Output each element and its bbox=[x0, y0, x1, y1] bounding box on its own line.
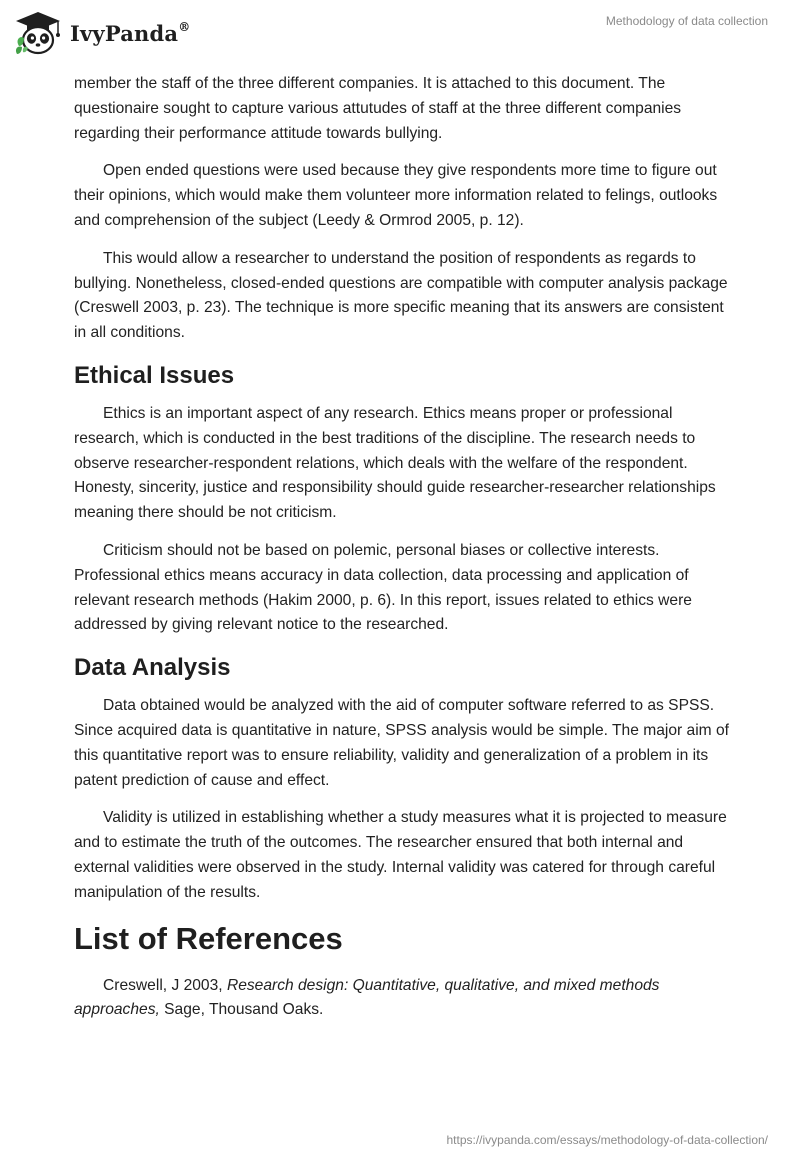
paragraph-intro-2: Open ended questions were used because they give respondents more time to figure out their opinions, which would make them volunteer more information related to felings, outlooks and comprehension of the subject (Leedy & Ormrod 2005, p. 12). bbox=[74, 162, 718, 229]
registered-mark: ® bbox=[178, 19, 191, 34]
paragraph-analysis-1: Data obtained would be analyzed with the aid of computer software referred to as SPSS. Since acquired data is quantitative in nature, SPSS analysis would be simple. The major aim of this quantitative report was to ensure reliability, validity and generalization of a problem in its patent prediction of cause and effect. bbox=[74, 697, 729, 789]
reference-author: Creswell, J 2003, bbox=[103, 976, 227, 994]
ivypanda-logo[interactable] bbox=[14, 8, 204, 58]
page-header bbox=[0, 0, 800, 70]
footer-url-link[interactable]: https://ivypanda.com/essays/methodology-of-data-collection/ bbox=[446, 1133, 768, 1147]
panda-graduation-cap-icon bbox=[14, 10, 62, 56]
reference-item bbox=[74, 974, 730, 1024]
reference-title: Research design: Quantitative, qualitative, and mixed methods approaches, bbox=[74, 976, 660, 1019]
paragraph-ethical-1: Ethics is an important aspect of any research. Ethics means proper or professional research, which is conducted in the best traditions of the discipline. The research needs to observe researcher-respondent relations, which deals with the welfare of the respondent. Honesty, sincerity, justice and responsibility should guide researcher-researcher relationships meaning there should be not criticism. bbox=[74, 404, 716, 522]
article-body bbox=[74, 72, 730, 1036]
heading-data-analysis: Data Analysis bbox=[74, 654, 231, 682]
paragraph-intro-3: This would allow a researcher to understand the position of respondents as regards to bullying. Nonetheless, closed-ended questions are compatible with computer analysis package (Creswell 2003, p. 23). The technique is more specific meaning that its answers are consistent in all conditions. bbox=[74, 249, 728, 342]
heading-ethical-issues: Ethical Issues bbox=[74, 361, 235, 389]
paragraph-analysis-2: Validity is utilized in establishing whether a study measures what it is projected to measure and to estimate the truth of the outcomes. The researcher ensured that both internal and external validities were observed in the study. Internal validity was catered for through careful manipulation of the results. bbox=[74, 809, 727, 901]
reference-publisher: Sage, Thousand Oaks. bbox=[159, 1001, 324, 1019]
paragraph-ethical-2: Criticism should not be based on polemic, personal biases or collective interests. Professional ethics means accuracy in data collection, data processing and application of relevant research methods (Hakim 2000, p. 6). In this report, issues related to ethics were addressed by giving relevant notice to the researched. bbox=[74, 541, 692, 634]
heading-list-of-references: List of References bbox=[74, 920, 343, 956]
brand-label: IvyPanda bbox=[70, 20, 179, 46]
brand-name bbox=[70, 21, 190, 46]
document-title: Methodology of data collection bbox=[605, 14, 768, 28]
paragraph-intro-1: member the staff of the three different companies. It is attached to this document. The questionaire sought to capture various attutudes of staff at the three different companies regarding their performance attitude towards bullying. bbox=[74, 75, 682, 142]
